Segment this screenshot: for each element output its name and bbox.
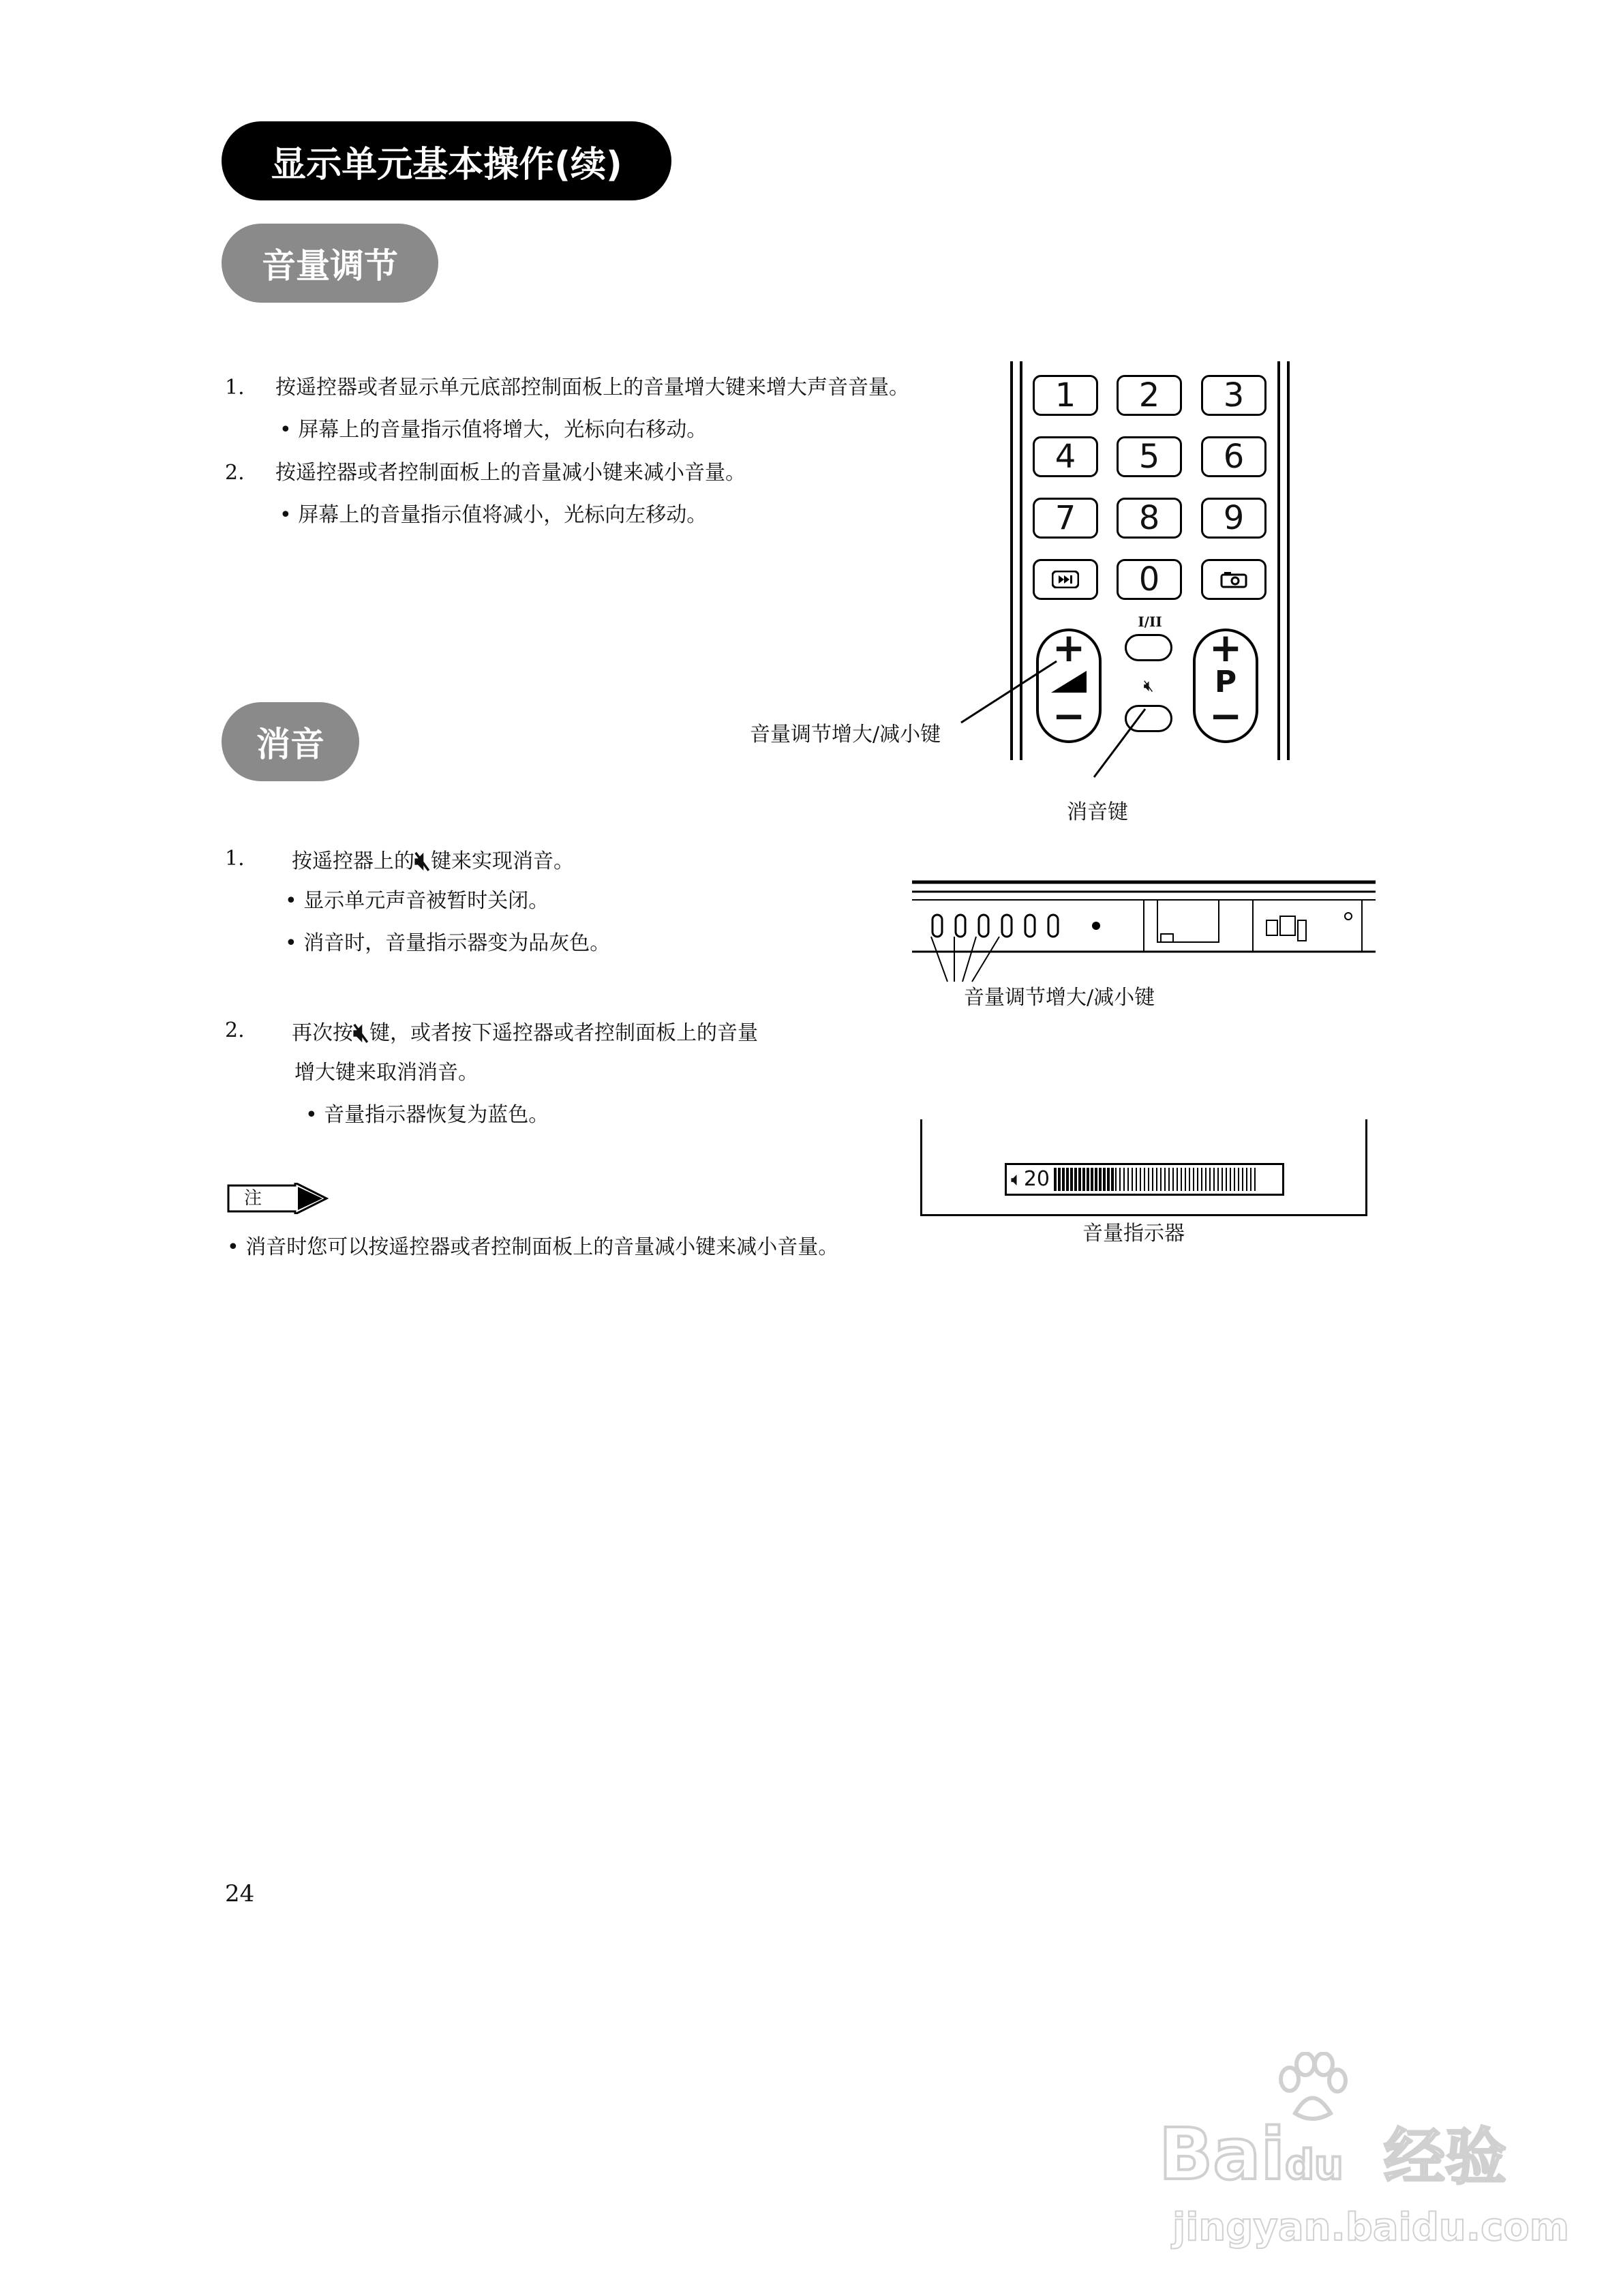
volume-step2-number: 2. bbox=[225, 461, 245, 485]
remote-key-4-label: 4 bbox=[1055, 438, 1076, 476]
mute-step1-text-before: 按遥控器上的 bbox=[292, 849, 414, 873]
volume-value: 20 bbox=[1023, 1167, 1050, 1191]
volume-level-track bbox=[1054, 1168, 1258, 1191]
mute-step2-text bbox=[292, 1017, 758, 1047]
remote-key-8[interactable] bbox=[1117, 498, 1182, 539]
remote-key-skip[interactable] bbox=[1033, 559, 1098, 600]
volume-down-key[interactable]: − bbox=[1052, 693, 1086, 739]
volume-indicator-bar bbox=[1005, 1163, 1284, 1196]
audio-key-label: I/II bbox=[1138, 614, 1162, 630]
skip-icon bbox=[1052, 571, 1079, 588]
remote-key-7[interactable] bbox=[1033, 498, 1098, 539]
remote-key-9-label: 9 bbox=[1223, 499, 1245, 537]
remote-key-3[interactable] bbox=[1201, 375, 1266, 416]
mute-step1-text-after: 键来实现消音。 bbox=[430, 849, 574, 873]
panel-volume-callout: 音量调节增大/减小键 bbox=[964, 986, 1155, 1010]
program-key-label: P bbox=[1214, 665, 1237, 699]
mute-icon: 🔇︎ bbox=[414, 845, 431, 875]
remote-key-6-label: 6 bbox=[1223, 438, 1245, 476]
page-number: 24 bbox=[225, 1880, 255, 1907]
remote-mute-callout: 消音键 bbox=[1067, 800, 1128, 824]
mute-icon: 🔇︎ bbox=[353, 1017, 369, 1047]
note-text: • 消音时您可以按遥控器或者控制面板上的音量减小键来减小音量。 bbox=[227, 1235, 839, 1259]
mute-step2-text-after: 键，或者按下遥控器或者控制面板上的音量 bbox=[369, 1021, 758, 1045]
section-heading-volume bbox=[222, 224, 438, 303]
program-down-key[interactable]: − bbox=[1209, 693, 1243, 739]
remote-key-0-label: 0 bbox=[1138, 560, 1160, 599]
remote-key-3-label: 3 bbox=[1223, 376, 1245, 414]
watermark-brand bbox=[1159, 2113, 1344, 2206]
remote-key-0[interactable] bbox=[1117, 559, 1182, 600]
volume-up-key[interactable]: + bbox=[1052, 624, 1086, 671]
remote-key-1[interactable] bbox=[1033, 375, 1098, 416]
mute-step1-text bbox=[292, 845, 574, 875]
remote-key-5[interactable] bbox=[1117, 436, 1182, 477]
watermark-paw-du: du bbox=[1285, 2141, 1344, 2189]
volume-step1-number: 1. bbox=[225, 376, 245, 399]
section-heading-mute-text: 消音 bbox=[256, 725, 324, 764]
volume-step2-text: 按遥控器或者控制面板上的音量减小键来减小音量。 bbox=[275, 461, 746, 485]
remote-key-1-label: 1 bbox=[1055, 376, 1076, 414]
note-arrow-icon bbox=[227, 1183, 329, 1214]
mute-step1-bullet-1: • 显示单元声音被暂时关闭。 bbox=[285, 889, 549, 913]
watermark bbox=[1159, 2052, 1570, 2256]
watermark-url: jingyan.baidu.com bbox=[1172, 2205, 1570, 2250]
volume-indicator-caption: 音量指示器 bbox=[1082, 1222, 1185, 1245]
remote-volume-callout: 音量调节增大/减小键 bbox=[750, 723, 941, 746]
program-up-key[interactable]: + bbox=[1209, 624, 1243, 671]
watermark-brand-text: Bai bbox=[1159, 2113, 1286, 2196]
mute-step2-number: 2. bbox=[225, 1018, 245, 1042]
mute-key-icon: 🔇︎ bbox=[1143, 676, 1154, 695]
camera-icon bbox=[1220, 571, 1247, 588]
mute-step2-line2: 增大键来取消消音。 bbox=[294, 1061, 479, 1085]
remote-key-picture[interactable] bbox=[1201, 559, 1266, 600]
page-title-text: 显示单元基本操作(续) bbox=[271, 144, 622, 185]
remote-key-9[interactable] bbox=[1201, 498, 1266, 539]
volume-step1-text: 按遥控器或者显示单元底部控制面板上的音量增大键来增大声音音量。 bbox=[275, 376, 909, 399]
speaker-icon: 🔈︎ bbox=[1011, 1168, 1022, 1190]
callout-lines bbox=[941, 654, 1186, 804]
mute-step2-text-before: 再次按 bbox=[292, 1021, 353, 1045]
remote-key-4[interactable] bbox=[1033, 436, 1098, 477]
remote-key-5-label: 5 bbox=[1138, 438, 1160, 476]
mute-step1-number: 1. bbox=[225, 847, 245, 871]
page-title bbox=[222, 121, 671, 200]
volume-step1-bullet: • 屏幕上的音量指示值将增大，光标向右移动。 bbox=[279, 418, 708, 442]
volume-step2-bullet: • 屏幕上的音量指示值将减小，光标向左移动。 bbox=[279, 503, 708, 527]
remote-key-7-label: 7 bbox=[1055, 499, 1076, 537]
remote-key-2[interactable] bbox=[1117, 375, 1182, 416]
volume-level-fill bbox=[1054, 1168, 1115, 1191]
remote-key-6[interactable] bbox=[1201, 436, 1266, 477]
remote-key-2-label: 2 bbox=[1138, 376, 1160, 414]
section-heading-mute bbox=[222, 702, 359, 781]
watermark-suffix: 经验 bbox=[1384, 2121, 1506, 2193]
mute-step2-bullet: • 音量指示器恢复为蓝色。 bbox=[305, 1103, 549, 1127]
section-heading-volume-text: 音量调节 bbox=[262, 246, 398, 286]
note-label: 注 bbox=[244, 1188, 262, 1209]
mute-step1-bullet-2: • 消音时，音量指示器变为品灰色。 bbox=[285, 931, 611, 955]
remote-key-8-label: 8 bbox=[1138, 499, 1160, 537]
